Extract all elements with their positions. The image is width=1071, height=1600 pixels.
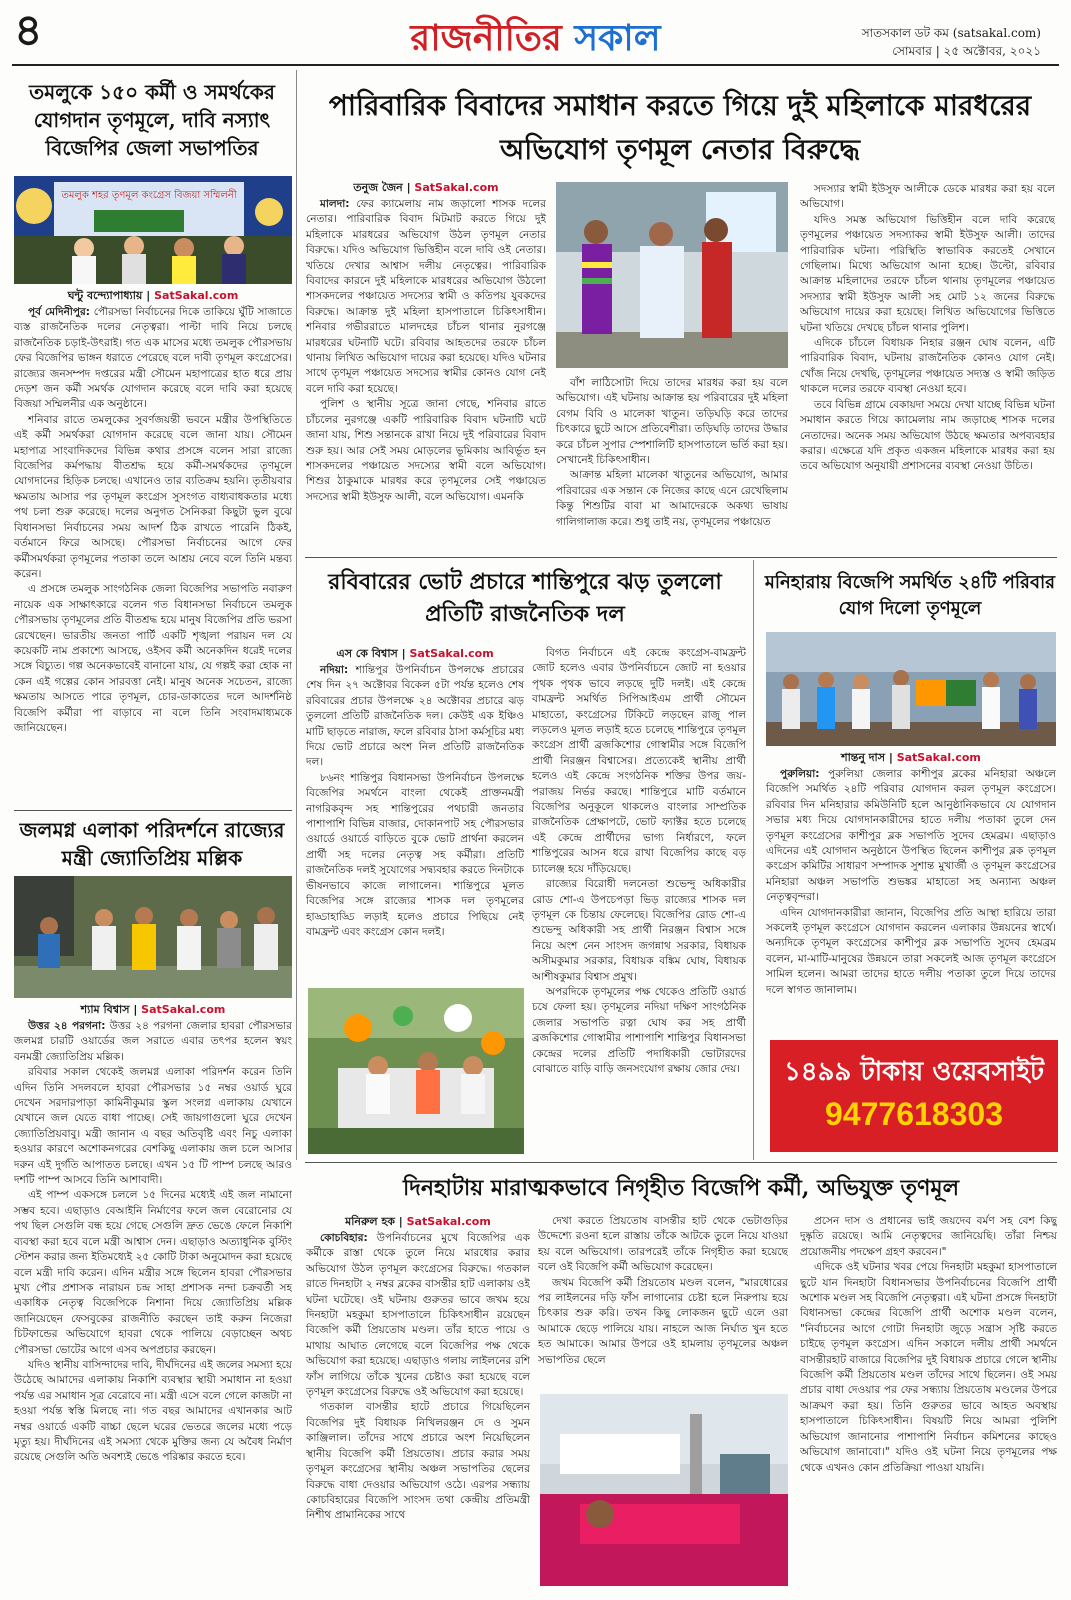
masthead-part1: রাজনীতির: [410, 18, 562, 59]
masthead-part2: সকাল: [574, 18, 661, 59]
website-advert[interactable]: [770, 1040, 1058, 1152]
article-body-malda-col1: মালদা: ফের ক্যামেলায় নাম জড়ালো শাসক দলের নেতার। পারিবারিক বিবাদ মিটমাট করতে গিয়ে দুই মহিলাকে মারধরের অভিযোগ উঠল তৃণমূল নেতার বিরুদ্ধে। যদিও অভিযোগ ভিত্তিহীন বলে দাবি ওই নেতার। খতিয়ে দেখার আশ্বাস দলীয় নেতৃত্বের। পারিবারিক বিবাদের কারনে দুই মহিলাকে মারধরের অভিযোগ উঠলো শাসকদলের পঞ্চায়েত সদস্যের স্বামী ও কতিপয় যুবকদের বিরুদ্ধে। আক্রান্ত দুই মহিলা হাসপাতালে চিকিৎসাধীন। শনিবার গভীররাতে মালদহের চাঁচল থানার নুরগঞ্জে মারধরের ঘটনাটি ঘটে। রবিবার আহতদের তরফে চাঁচল থানায় লিখিত অভিযোগ দায়ের করা হয়েছে। যদিও ঘটনার সাথে তৃণমূল পঞ্চায়েত সদস্যের স্বামীর কোনও যোগ নেই বলে দাবি করা হয়েছে। পুলিশ ও স্থানীয় সূত্রে জানা গেছে, শনিবার রাতে চাঁচলের নুরগঞ্জে একটি পারিবারিক বিবাদ ঘটনাটি ঘটে জানা যায়, শিশু সন্তানকে রাখা নিয়ে দুই পরিবারের বিবাদ শুরু হয়। আর সেই সময় মোড়লের ভূমিকায় আবির্ভূত হন শাসকদলের পঞ্চায়েত সদস্যের স্বামী বলে অভিযোগ। শিশুর ঠাকুমাকে মারধর করে তৃণমূলের সেই পঞ্চায়েত সদস্যের স্বামী ইউসুফ আলী, বলে অভিযোগ। এমনকি: [306, 198, 546, 503]
byline-name: মনিরুল হক: [345, 1215, 395, 1228]
byline-santipur: এস কে বিশ্বাস | SatSakal.com: [336, 647, 494, 660]
byline-site: SatSakal.com: [409, 647, 494, 660]
place-label: পুরুলিয়া:: [780, 768, 820, 780]
byline-site: SatSakal.com: [414, 181, 499, 194]
headline-habra: জলমগ্ন এলাকা পরিদর্শনে রাজ্যের মন্ত্রী জ্যোতিপ্রিয় মল্লিক: [19, 818, 285, 870]
headline-purulia: মনিহারায় বিজেপি সমর্থিত ২৪টি পরিবার যোগ দিলো তৃণমূলে: [764, 572, 1056, 619]
byline-dinhata: মনিরুল হক | SatSakal.com: [345, 1215, 491, 1228]
headline-dinhata: দিনহাটায় মারাত্মকভাবে নিগৃহীত বিজেপি কর্মী, অভিযুক্ত তৃণমূল: [403, 1175, 959, 1201]
article-body-dinhata-col3: প্রসেন দাস ও প্রধানের ভাই জয়দেব বর্মণ সহ বেশ কিছু দুষ্কৃতি রয়েছে। আমি নেতৃত্বদের জানিয়েছি। তাঁরা নিশ্চয় প্রয়োজনীয় পদক্ষেপ গ্রহণ করবেন।" এদিকে ওই ঘটনার খবর পেয়ে দিনহাটা মহকুমা হাসপাতালে ছুটে যান দিনহাটা বিধানসভার উপনির্বাচনের বিজেপি প্রার্থী অশোক মণ্ডল সহ বিজেপি নেতৃত্বরা। এই ঘটনা প্রসঙ্গে দিনহাটা বিধানসভা কেন্দ্রের বিজেপি প্রার্থী অশোক মণ্ডল বলেন, "নির্বাচনের আগে গোটা দিনহাটা জুড়ে সন্ত্রাস সৃষ্টি করতে চাইছে তৃণমূল কংগ্রেস। এদিন সকালে দলীয় প্রার্থী সমর্থনে বাসন্তীরহাট বাজারে বিজেপির দুই বিধায়ক প্রচারে গেলে স্থানীয় বিজেপি কর্মী প্রিয়তোষ মণ্ডল তাঁদের সাথে ছিলেন। ওই সময় প্রচার বাধা দেওয়ার পর ফের সন্ধ্যায় প্রিয়তোষ মণ্ডলের উপরে আক্রমণ করা হয়। তিনি গুরুতর ভাবে আহত অবস্থায় হাসপাতালে চিকিৎসাধীন। বিষয়টি নিয়ে আমরা পুলিশি অভিযোগ জানানোর পাশাপাশি নির্বাচন কমিশনের কাছেও অভিযোগ জানাবো।" যদিও ওই ঘটনা নিয়ে তৃণমূলের পক্ষ থেকে এখনও কোন প্রতিক্রিয়া পাওয়া যায়নি।: [800, 1215, 1057, 1474]
photo-dinhata: [540, 1394, 788, 1586]
headline-santipur: রবিবারের ভোট প্রচারে শান্তিপুরে ঝড় তুললো প্রতিটি রাজনৈতিক দল: [328, 569, 722, 627]
byline-site: SatSakal.com: [896, 751, 981, 764]
article-body-purulia: পুরুলিয়া: পুরুলিয়া জেলার কাশীপুর ব্লকের মনিহারা অঞ্চলে বিজেপি সমর্থিত ২৪টি পরিবার যোগদান করল তৃণমূল কংগ্রেসে। রবিবার দিন মনিহারার কমিউনিটি হলে আনুষ্ঠানিকভাবে যে যোগদান সভার মধ্য দিয়ে যোগদানকারীদের হাতে দলীয় পতাকা তুলে দেন তৃণমূল কংগ্রেসের কাশীপুর ব্লক সভাপতি সুদেব হেমব্রম। এছাড়াও এদিনের এই যোগদান অনুষ্ঠানে উপস্থিত ছিলেন কাশীপুর ব্লক তৃণমূল কংগ্রেস কমিটির সাধারণ সম্পাদক সুশান্ত মুখার্জী ও তৃণমূল কংগ্রেসের মনিহারা অঞ্চল সভাপতি শুভঙ্কর মাহাতো সহ অন্যান্য অঞ্চল নেতৃত্ববৃন্দরা। এদিন যোগদানকারীরা জানান, বিজেপির প্রতি আস্থা হারিয়ে তারা সকলেই তৃণমূল কংগ্রেসে যোগদান করলেন এলাকার উন্নয়নের স্বার্থে। অন্যদিকে তৃণমূল কংগ্রেসের কাশীপুর ব্লক সভাপতি সুদেব হেমব্রম বলেন, মা-মাটি-মানুষের উন্নয়নে তারা সকলেই আজ তৃণমূল কংগ্রেসে সামিল হলেন। আমরা তাদের হাতে দলীয় পতাকা তুলে দিয়ে তাদের দলে স্বাগত জানালাম।: [766, 768, 1056, 996]
place-label: পূর্ব মেদিনীপুর:: [28, 306, 91, 318]
byline-tamluk: ঘন্টু বন্দ্যোপাধ্যায় | SatSakal.com: [67, 289, 239, 302]
photo-purulia: [766, 632, 1056, 746]
column-divider: [296, 70, 297, 1160]
page-number: ৪: [14, 5, 43, 56]
date-line: সোমবার | ২৫ অক্টোবর, ২০২১: [892, 44, 1041, 58]
byline-site: SatSakal.com: [154, 289, 239, 302]
place-label: নদিয়া:: [320, 664, 349, 676]
byline-purulia: শান্তনু দাস | SatSakal.com: [841, 751, 981, 764]
photo-santipur: [308, 988, 524, 1154]
byline-habra: শ্যাম বিশ্বাস | SatSakal.com: [80, 1003, 226, 1016]
byline-name: তনুজ জৈন: [353, 181, 403, 194]
column-divider: [753, 560, 754, 1160]
article-body-santipur-col1: নদিয়া: শান্তিপুর উপনির্বাচন উপলক্ষে প্রচারের শেষ দিন ২৭ অক্টোবর বিকেল ৫টা পর্যন্ত হলেও শেষ রবিবারের প্রচার উপলক্ষে ২৪ অক্টোবর প্রচারে ঝড় তুললো প্রতিটি রাজনৈতিক দল। কেউই এক ইঞ্চিও মাটি ছাড়তে নারাজ, ফলে রবিবার ঠাসা কর্মসূচির মধ্য দিয়ে ভোট প্রচারে অংশ নিল প্রতিটি রাজনৈতিক দল। ৮৬নং শান্তিপুর বিধানসভা উপনির্বাচন উপলক্ষে বিজেপির সমর্থনে বাংলা থেকেই প্রাক্তনমন্ত্রী নাগরিকবৃন্দ সহ শান্তিপুরের পথচারী জনতার পাশাপাশি বিভিন্ন বাজার, দোকানপাট সহ পৌরসভার ওয়ার্ডে ওয়ার্ডে বাড়িতে বুকে ভোট প্রার্থনা করলেন প্রার্থী সহ দলের নেতৃত্ব সহ কর্মীরা। প্রতিটি রাজনৈতিক দলই সুযোগের সদ্ব্যবহার করতে দিনটাকে ভীষনভাবে কাজে লাগালেন। শান্তিপুরে মূলত বিজেপির সঙ্গে রাজ্যের শাসক দল তৃণমূলের হাড্ডাহাড্ডি লড়াই হলেও প্রচারে পিছিয়ে নেই বামফ্রন্ট এবং কংগ্রেস কোন দলই।: [306, 664, 524, 938]
article-body-habra: উত্তর ২৪ পরগনা: উত্তর ২৪ পরগনা জেলার হাবরা পৌরসভার জলমগ্ন চারটি ওয়ার্ডের জল সরাতে এবার তৎপর হলেন স্বয়ং বনমন্ত্রী জ্যোতিপ্রিয় মল্লিক। রবিবার সকাল থেকেই জলমগ্ন এলাকা পরিদর্শন করেন তিনি এদিন তিনি সদলবলে হাবরা পৌরসভার ১৫ নম্বর ওয়ার্ড ঘুরে দেখেন সরদারপাড়া কামিনীকুমার স্কুল সংলগ্ন এলাকায় যেখানে যেখানে জল যেতে বাধা পাচ্ছে। সেই জায়গাগুলো ঘুরে দেখেন জ্যোতিপ্রিয়বাবু। মন্ত্রী জানান এ বছর অতিবৃষ্টি এবং নিচু এলাকা হওয়ার কারণে অশোকনগরের বেশকিছু এলাকায় জল চলে আসার দরুন এই দুর্গতি আপাতত চলছে। এখন ১৫ টি পাম্প চলছে আরও দশটি পাম্প আসবে তিনি আশাবাদী। এই পাম্প একসঙ্গে চললে ১৫ দিনের মধ্যেই এই জল নামানো সম্ভব হবে। এছাড়াও বেআইনি নির্মাণের ফলে জল বেরোনোর যে পথ ছিল সেগুলি বন্ধ হয়ে গেছে সেগুলি দ্রুত ভেঙে ফেলে নিকাশি ব্যবস্থা করা হবে বলে মন্ত্রী আশ্বাস দেন। এছাড়াও অত্যাধুনিক বুস্টিং স্টেশন করার জন্য ইতিমধ্যেই ২৫ কোটি টাকা অনুমোদন করা হয়েছে বলে মন্ত্রী দাবি করেন। এদিন মন্ত্রীর সঙ্গে ছিলেন হাবরা পৌরসভার মুখ্য পৌর প্রশাসক নারায়ন চন্দ্র সাহা প্রশাসক নন্দা চক্রবর্তী সহ একাধিক নেতৃত্ব বিজেপিকে নিশানা দিয়ে জ্যোতিপ্রিয় মল্লিক জানিয়েছেন ফেসবুকের রাজনীতি করছেন তাই করুন নিজেরা চিটফান্ডের অভিযোগে হাবরা থেকে পালিয়ে বেড়াচ্ছেন অথচ পৌরসভা ভোটের আগে এসব অপপ্রচার করছেন। যদিও স্থানীয় বাসিন্দাদের দাবি, দীর্ঘদিনের এই জলের সমস্যা হয়ে উঠেছে আমাদের এলাকায় নিকাশি ব্যবস্থার স্থায়ী সমাধান না হওয়া পর্যন্ত এর সমাধান সূত্র বেরোবে না। মন্ত্রী এসে বলে গেলে কাজটা না হওয়া পর্যন্ত স্বস্তি মিলছে না। গত বছর আমাদের এখানকার আট নম্বর ওয়ার্ডে একটি বাচ্চা ছেলে ঘরের ভেতরে জলের মধ্যে পড়ে মৃত্যু হয়। দীর্ঘদিনের এই সমস্যা থেকে মুক্তির জন্য যে অবৈধ নির্মাণ রয়েছে সেগুলি অতি অবশ্যই ভেঙে পরিষ্কার করতে হবে।: [14, 1020, 292, 1464]
photo-habra: [14, 876, 292, 998]
photo-tamluk-banner: তমলুক শহর তৃণমূল কংগ্রেস বিজয়া সম্মিলনী: [61, 190, 237, 201]
section-rule: [305, 1162, 1057, 1163]
photo-malda: [556, 182, 788, 368]
byline-name: ঘন্টু বন্দ্যোপাধ্যায়: [67, 289, 143, 302]
byline-name: এস কে বিশ্বাস: [336, 647, 398, 660]
place-label: উত্তর ২৪ পরগনা:: [28, 1020, 106, 1032]
advert-phone: 9477618303: [825, 1096, 1003, 1132]
article-body-santipur-col2: বিগত নির্বাচনে এই কেন্দ্রে কংগ্রেস-বামফ্রন্ট জোট হলেও এবার উপনির্বাচনে জোট না হওয়ার পৃথক পৃথক ভাবে লড়ছে দুটি দলই। এই কেন্দ্রে বামফ্রন্ট সমর্থিত সিপিআইএম প্রার্থী সৌমেন মাহাতো, কংগ্রেসের টিকিটে লড়ছেন রাজু পাল লড়লেও মূলত লড়াই হতে চলেছে শান্তিপুরে তৃণমূল কংগ্রেস প্রার্থী ব্রজকিশোর গোস্বামীর সঙ্গে বিজেপি প্রার্থী নিরঞ্জন বিশ্বাসের। প্রত্যেকেই স্থানীয় প্রার্থী হলেও এই কেন্দ্রে সংগঠনিক শক্তির উপর জয়-পরাজয় নির্ভর করছে। শান্তিপুরে মাটি বর্তমানে বিজেপির অনুকূলে থাকলেও বাংলার সাম্প্রতিক রাজনৈতিক প্রেক্ষাপটে, ভোট ফ্যাক্টর হতে চলেছে এই কেন্দ্রে প্রার্থীদের ভাগ্য নির্ধারণে, ফলে শান্তিপুরের আসন ধরে রাখা বিজেপির কাছে বড় চ্যালেঞ্জ হয়ে দাঁড়িয়েছে। রাজ্যের বিরোধী দলনেতা শুভেন্দু অধিকারীর রোড শো-এ উপচেপড়া ভিড় রাজ্যের শাসক দল তৃণমূল কে চিন্তায় ফেলেছে। বিজেপির রোড শো-এ শুভেন্দু অধিকারী সহ প্রার্থী নিরঞ্জন বিশ্বাস সঙ্গে নিয়ে অংশ নেন সাংসদ জগন্নাথ সরকার, বিধায়ক অসীমকুমার সরকার, বিধায়ক বঙ্কিম ঘোষ, বিধায়ক আশীষকুমার বিশ্বাস প্রমুখ। অপরদিকে তৃণমূলের পক্ষ থেকেও প্রতিটি ওয়ার্ড চষে ফেলা হয়। তৃণমূলের নদিয়া দক্ষিণ সাংগঠনিক জেলার সভাপতি রত্না ঘোষ কর সহ প্রার্থী ব্রজকিশোর গোস্বামীর পাশাপাশি শান্তিপুর বিধানসভা কেন্দ্রের দলের প্রতিটি পদাধিকারী ভোটারদের বোঝাতে বাড়ি বাড়ি জনসংযোগ রক্ষায় জোর দেয়।: [532, 647, 746, 1075]
header-rule: [12, 64, 1059, 66]
place-label: কোচবিহার:: [320, 1232, 368, 1244]
headline-tamluk: তমলুকে ১৫০ কর্মী ও সমর্থকের যোগদান তৃণমূলে, দাবি নস্যাৎ বিজেপির জেলা সভাপতির: [29, 80, 275, 160]
article-body-dinhata-col1: কোচবিহার: উপনির্বাচনের মুখে বিজেপির এক কর্মীকে রাস্তা থেকে তুলে নিয়ে মারধোর করার অভিযোগ উঠল তৃণমূল কংগ্রেসের বিরুদ্ধে। গতকাল রাতে দিনহাটা ২ নম্বর ব্লকের বাসন্তীর হাট এলাকায় ওই ঘটনা ঘটেছে। ওই ঘটনায় গুরুতর ভাবে জখম হয়ে দিনহাটা মহকুমা হাসপাতালে চিকিৎসাধীন রয়েছেন বিজেপি কর্মী প্রিয়তোষ মণ্ডল। তাঁর হাতে পায়ে ও মাথায় আঘাত লেগেছে বলে বিজেপির পক্ষ থেকে অভিযোগ করা হয়েছে। এছাড়াও গলায় লাইলনের রশি ফাঁস লাগিয়ে তাঁকে খুনের চেষ্টাও করা হয়েছে বলে তৃণমূল কংগ্রেসের বিরুদ্ধে ওই অভিযোগ করা হয়েছে। গতকাল বাসন্তীর হাটে প্রচারে গিয়েছিলেন বিজেপির দুই বিধায়ক নিখিলরঞ্জন দে ও সুমন কাঞ্জিলাল। তাঁদের সাথে প্রচারে অংশ নিয়েছিলেন স্থানীয় বিজেপি কর্মী প্রিয়তোষ। প্রচার করার সময় তৃণমূল কংগ্রেসের স্থানীয় অঞ্চল সভাপতির ছেলের বিরুদ্ধে বাধা দেওয়ার অভিযোগ ওঠে। এরপর সন্ধ্যায় কোচবিহারের বিজেপি সাংসদ তথা কেন্দ্রীয় প্রতিমন্ত্রী নিশীথ প্রামানিকের সাথে: [306, 1232, 530, 1522]
article-body-dinhata-col2: দেখা করতে প্রিয়তোষ বাসন্তীর হাট থেকে ভেটাগুড়ির উদ্দেশ্যে রওনা হলে রাস্তায় তাঁকে আটকে তুলে নিয়ে যাওয়া হয় বলে অভিযোগ। তারপরেই তাঁকে নিগৃহীত করা হয়েছে বলে ওই বিজেপি কর্মী অভিযোগ করেছেন। জখম বিজেপি কর্মী প্রিয়তোষ মণ্ডল বলেন, "মারধোরের পর লাইলনের দড়ি ফাঁস লাগানোর চেষ্টা হলে নিরুপায় হয়ে চিৎকার শুরু করি। তখন কিছু লোকজন ছুটে এলে ওরা আমাকে ছেড়ে পালিয়ে যায়। নাহলে আজ নির্ঘাত খুন হতে হত আমাকে। আমার উপরে ওই হামলায় তৃণমূলের অঞ্চল সভাপতির ছেলে: [538, 1215, 788, 1366]
place-label: মালদা:: [320, 198, 350, 210]
headline-malda: পারিবারিক বিবাদের সমাধান করতে গিয়ে দুই মহিলাকে মারধরের অভিযোগ তৃণমূল নেতার বিরুদ্ধে: [328, 89, 1032, 166]
byline-malda: তনুজ জৈন | SatSakal.com: [353, 181, 499, 194]
byline-site: SatSakal.com: [406, 1215, 491, 1228]
header-info: [862, 24, 1041, 60]
article-body-malda-col2: বাঁশ লাঠিসোটা দিয়ে তাদের মারধর করা হয় বলে অভিযোগ। এই ঘটনায় আক্রান্ত হয় পরিবারের দুই মহিলা বেগম বিবি ও মালেকা খাতুন। তড়িঘড়ি করে তাদের চিৎকারে ছুটে আসে প্রতিবেশীরা। তড়িঘড়ি তাদের উদ্ধার করে চাঁচল সুপার স্পেশালিটি হাসপাতালে ভর্তি করা হয়। সেখানেই চিকিৎসাধীন। আক্রান্ত মহিলা মালেকা খাতুনের অভিযোগ, আমার পরিবারের এক সন্তান কে নিজের কাছে এনে রেখেছিলাম কিন্তু শিশুটির বাবা মা আমাদেরকে অকথ্য ভাষায় গালিগালাজ করে। শুধু তাই নয়, তৃণমূলের পঞ্চায়েত: [556, 377, 788, 528]
byline-name: শ্যাম বিশ্বাস: [80, 1003, 130, 1016]
photo-tamluk: [14, 176, 292, 284]
article-body-tamluk: পূর্ব মেদিনীপুর: পৌরসভা নির্বাচনের দিকে তাকিয়ে ঘুঁটি সাজাতে ব্যস্ত রাজনৈতিক দলের নেতৃত্বরা। পাল্টা দাবি নিয়ে চলছে রাজনৈতিক চড়াই-উৎরাই। গত এক মাসের মধ্যে তমলুক পৌরসভায় ফের বিজেপির ভাঙ্গন ধরাতে পেরেছে বলে দাবী তৃণমূল কংগ্রেসের। রাজ্যের জনসম্পদ দপ্তরের মন্ত্রী সৌমেন মহাপাত্রের হাত ধরে প্রায় দেড়শ জন কর্মী সমর্থক যোগদান করেছে বলে দাবি করা হয়েছে বিজয়া সম্মিলনীর এক অনুষ্ঠানে। শনিবার রাতে তমলুকের সুবর্ণজয়ন্তী ভবনে মন্ত্রীর উপস্থিতিতে এই কর্মী সমর্থকরা যোগদান করেছে বলে জানা যায়। সৌমেন মহাপাত্র সাংবাদিকদের বিভিন্ন কথার প্রসঙ্গে বলেন সারা রাজ্যে বিজেপির কর্মপদ্ধায় বীতশ্রদ্ধ হয়ে কর্মী-সমর্থকদের তৃণমূলে যোগদানের হিড়িক চলছে। এখানেও তার ব্যতিক্রম হয়নি। তৃতীয়বার ক্ষমতায় আসার পর তৃণমূল কংগ্রেস সুসংগত বাধ্যবাধকতার মধ্যে পথ চলা শুরু করেছে। দলের অনুগত সৈনিকরা কিছুটা ভুল বুঝে বিধানসভা নির্বাচনের সময় আদর্শ ঠিক রাখতে পারেনি ঠিকই, বর্তমানে ফিরে আসছে। পৌরসভা নির্বাচনের আগে ফের কর্মীসমর্থকরা তৃণমূলের পতাকা তলে আশ্রয় নেবে বলে তিনি মন্তব্য করেন। এ প্রসঙ্গে তমলুক সাংগঠনিক জেলা বিজেপির সভাপতি নবারুণ নায়েক এক সাক্ষাৎকারে বলেন গত বিধানসভা নির্বাচনে তমলুক পৌরসভায় তৃণমূলের প্রতি বীতশ্রদ্ধ হয়ে মানুষ বিজেপির প্রতি ভরসা রেখেছেন। ভারতীয় জনতা পার্টি একটি শৃঙ্খলা পরায়ন দল যে কয়েকটি নাম প্রকাশ্যে আসছে, ওইসব কর্মী অনেকদিন ধরেই দলের সঙ্গে বিচ্যুত। গল্প অনেকভাবেই বানানো যায়, যে গল্পই করা হোক না কেন এই গল্পের কোন সারবত্তা নেই। মানুষ অনেক সচেতন, রাজ্যে ক্ষমতায় আসতে পারে তৃণমূল, চোর-ডাকাতের দলে আদর্শনিষ্ঠ বিজেপি কর্মীরা পা বাড়াবে না বলে তিনি সংবাদমাধ্যমকে জানিয়েছেন।: [14, 306, 292, 734]
section-rule: [14, 810, 292, 811]
byline-name: শান্তনু দাস: [841, 751, 886, 764]
article-body-malda-col3: সদস্যার স্বামী ইউসুফ আলীকে ডেকে মারধর করা হয় বলে অভিযোগ। যদিও সমস্ত অভিযোগ ভিত্তিহীন বলে দাবি করেছে তৃণমূলের পঞ্চায়েত সদস্যাকর স্বামী ইউসুফ আলী। তাদের পারিবারিক ঘটনা। পরিস্থিতি স্বাভাবিক করতেই সেখানে গেছিলাম। মিথ্যে অভিযোগ আনা হচ্ছে। উল্টো, রবিবার আক্রান্ত মহিলাদের তরফে চাঁচল থানায় তৃণমূলের পঞ্চায়েত সদস্যার স্বামী ইউসুফ আলী সহ মোট ১২ জনের বিরুদ্ধে অভিযোগ দায়ের করা হয়েছে। লিখিত অভিযোগের ভিত্তিতে ঘটনা খতিয়ে দেখছে চাঁচল থানার পুলিশ। এদিকে চাঁচলে বিধায়ক নিহার রঞ্জন ঘোষ বলেন, এটি পারিবারিক বিবাদ, ঘটনায় রাজনৈতিক কোনও যোগ নেই। খোঁজ নিয়ে দেখছি, তৃণমূলের পঞ্চায়েত সদ্যস্ত ও স্বামী জড়িত থাকলে দলের তরফে ব্যবস্থা নেওয়া হবে। তবে বিভিন্ন গ্রামে বেকায়দা সময়ে দেখা যাচ্ছে বিভিন্ন ঘটনা সমাধান করতে গিয়ে ক্যামেলায় নাম জড়াচ্ছে শাসক দলের নেতাদের। অনেক সময় অভিযোগ উঠছে ক্ষমতার অপব্যবহার করার। এক্ষেত্রে যদি প্রকৃত একজন মহিলাকে মারধর করা হয় তবে অভিযোগ অনুযায়ী প্রশাসনের ব্যবস্থা নেওয়া উচিত।: [800, 183, 1055, 473]
site-line: সাতসকাল ডট কম (satsakal.com): [861, 26, 1041, 40]
byline-site: SatSakal.com: [141, 1003, 226, 1016]
section-rule: [305, 557, 1057, 558]
advert-headline: ১৪৯৯ টাকায় ওয়েবসাইট: [783, 1057, 1045, 1087]
